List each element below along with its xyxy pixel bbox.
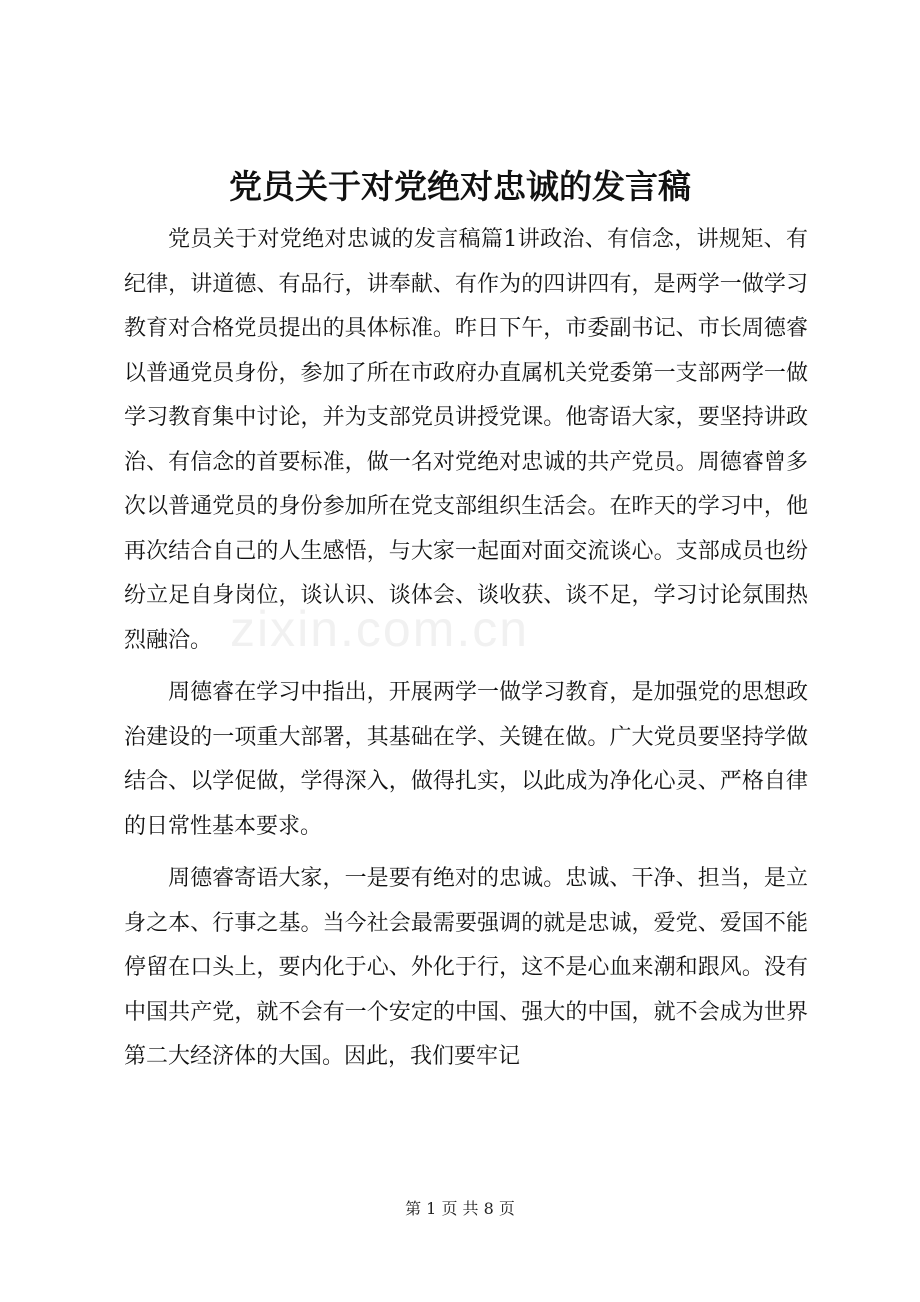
paragraph-2: 周德睿在学习中指出，开展两学一做学习教育，是加强党的思想政治建设的一项重大部署，其基础在学、关键在做。广大党员要坚持学做结合、以学促做，学得深入，做得扎实，以此成为净化心灵、严格自律的日常性基本要求。	[124, 680, 808, 839]
paragraph-3: 周德睿寄语大家，一是要有绝对的忠诚。忠诚、干净、担当，是立身之本、行事之基。当今社会最需要强调的就是忠诚，爱党、爱国不能停留在口头上，要内化于心、外化于行，这不是心血来潮和跟风。没有中国共产党，就不会有一个安定的中国、强大的中国，就不会成为世界第二大经济体的大国。因此，我们要牢记	[124, 866, 808, 1069]
page-footer: 第 1 页 共 8 页	[405, 1199, 515, 1218]
paragraph-1: 党员关于对党绝对忠诚的发言稿篇1讲政治、有信念，讲规矩、有纪律，讲道德、有品行，讲奉献、有作为的四讲四有，是两学一做学习教育对合格党员提出的具体标准。昨日下午，市委副书记、市长周德睿以普通党员身份，参加了所在市政府办直属机关党委第一支部两学一做学习教育集中讨论，并为支部党员讲授党课。他寄语大家，要坚持讲政治、有信念的首要标准，做一名对党绝对忠诚的共产党员。周德睿曾多次以普通党员的身份参加所在党支部组织生活会。在昨天的学习中，他再次结合自己的人生感悟，与大家一起面对面交流谈心。支部成员也纷纷立足自身岗位，谈认识、谈体会、谈收获、谈不足，学习讨论氛围热烈融洽。	[124, 227, 808, 653]
document-body	[124, 218, 808, 1088]
watermark: zixin.com.cn	[230, 601, 530, 657]
document-title: 党员关于对党绝对忠诚的发言稿	[229, 167, 691, 206]
